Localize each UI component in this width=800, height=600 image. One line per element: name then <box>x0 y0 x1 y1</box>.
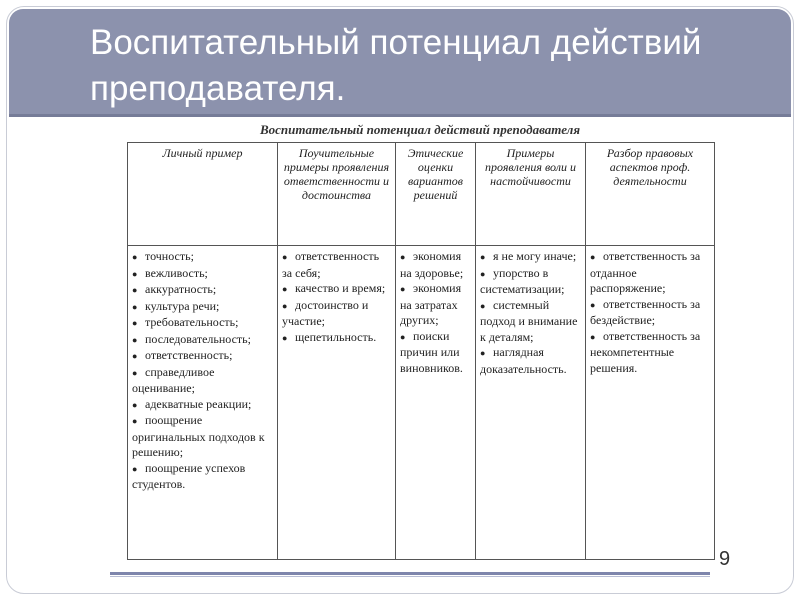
bullet-icon: ● <box>400 284 406 294</box>
table-cell <box>396 246 476 560</box>
bullet-icon: ● <box>132 351 138 361</box>
list-item <box>132 315 273 332</box>
bullet-icon: ● <box>480 268 486 279</box>
bullet-icon: ● <box>132 285 138 295</box>
table-cell <box>586 246 715 560</box>
list-item <box>400 249 471 281</box>
list-item <box>132 365 273 397</box>
list-item-text: ответственность; <box>145 348 233 362</box>
list-item <box>400 329 471 377</box>
page-number: 9 <box>719 548 731 570</box>
bullet-icon: ● <box>400 331 406 342</box>
list-item <box>480 298 581 346</box>
bullet-icon: ● <box>480 300 486 311</box>
list-item-text: вежливость; <box>145 265 208 280</box>
table-row <box>128 246 715 560</box>
list-item <box>590 329 710 377</box>
list-item-text: ответственность за отданное распоряжение; <box>590 249 701 295</box>
list-item <box>132 282 273 299</box>
bullet-icon: ● <box>132 334 138 345</box>
list-item-text: культура речи; <box>145 298 220 313</box>
bullet-icon: ● <box>132 367 138 378</box>
header-will-examples: Примеры проявления воли и настойчивости <box>476 143 586 246</box>
slide-title: Воспитательный потенциал действий преподавателя. <box>90 23 702 108</box>
header-ethical-evaluations: Этические оценки вариантов решений <box>396 143 476 246</box>
list-item-text: системный подход и внимание к деталям; <box>480 297 578 344</box>
list-item <box>132 461 273 493</box>
list-item <box>480 345 581 377</box>
list-item-text: я не могу иначе; <box>493 249 577 263</box>
bullet-icon: ● <box>132 399 138 410</box>
bullet-icon: ● <box>132 268 138 279</box>
bullet-icon: ● <box>132 463 138 474</box>
list-item-text: поощрение оригинальных подходов к решению; <box>132 413 265 459</box>
list-item-text: поиски причин или виновников. <box>400 328 463 375</box>
bullet-icon: ● <box>590 331 596 342</box>
list-item-text: ответственность за себя; <box>282 249 380 280</box>
list-item <box>132 348 273 365</box>
list-item <box>132 332 273 349</box>
list-item-text: последовательность; <box>145 331 251 346</box>
list-item <box>132 413 273 461</box>
potential-table <box>127 142 715 560</box>
bullet-icon: ● <box>480 348 486 358</box>
list-item <box>480 249 581 266</box>
list-item-text: качество и время; <box>295 281 386 295</box>
table-caption: Воспитательный потенциал действий преподавателя <box>259 122 581 137</box>
list-item-text: достоинство и участие; <box>282 297 369 328</box>
list-item-text: ответственность за некомпетентные решения. <box>590 328 701 375</box>
list-item <box>132 299 273 316</box>
bullet-icon: ● <box>132 318 138 328</box>
bullet-icon: ● <box>480 252 486 262</box>
list-item-text: адекватные реакции; <box>145 396 252 411</box>
list-item <box>282 330 391 347</box>
list-item-text: справедливое оценивание; <box>132 364 215 395</box>
bullet-icon: ● <box>132 416 138 426</box>
list-item-text: требовательность; <box>145 315 239 329</box>
list-item <box>282 298 391 330</box>
list-item <box>132 266 273 283</box>
table-cell <box>278 246 396 560</box>
list-item-text: точность; <box>145 249 194 263</box>
header-personal-example: Личный пример <box>128 143 278 246</box>
footer-divider-thin <box>110 576 710 577</box>
list-item-text: экономия на затратах других; <box>400 281 462 327</box>
bullet-icon: ● <box>590 299 596 310</box>
bullet-icon: ● <box>282 332 288 343</box>
bullet-icon: ● <box>132 252 138 262</box>
list-item-text: ответственность за бездействие; <box>590 296 701 327</box>
list-item-text: аккуратность; <box>145 282 217 296</box>
footer-divider <box>110 572 710 575</box>
list-item <box>282 281 391 298</box>
bullet-icon: ● <box>132 301 138 312</box>
header-responsibility-examples: Поучительные примеры проявления ответственности и достоинства <box>278 143 396 246</box>
list-item <box>132 249 273 266</box>
list-item-text: экономия на здоровье; <box>400 249 464 280</box>
bullet-icon: ● <box>282 284 288 294</box>
table-cell <box>128 246 278 560</box>
bullet-icon: ● <box>590 252 596 262</box>
list-item-text: поощрение успехов студентов. <box>132 460 246 491</box>
list-item-text: упорство в систематизации; <box>480 265 565 296</box>
table-cell <box>476 246 586 560</box>
list-item <box>590 249 710 297</box>
header-legal-aspects: Разбор правовых аспектов проф. деятельности <box>586 143 715 246</box>
list-item-text: щепетильность. <box>295 329 377 344</box>
list-item <box>132 397 273 414</box>
table-header-row <box>128 143 715 246</box>
bullet-icon: ● <box>400 252 406 262</box>
list-item <box>400 281 471 329</box>
bullet-icon: ● <box>282 252 288 262</box>
list-item-text: наглядная доказательность. <box>480 345 567 376</box>
list-item <box>282 249 391 281</box>
list-item <box>590 297 710 329</box>
bullet-icon: ● <box>282 300 288 311</box>
list-item <box>480 266 581 298</box>
